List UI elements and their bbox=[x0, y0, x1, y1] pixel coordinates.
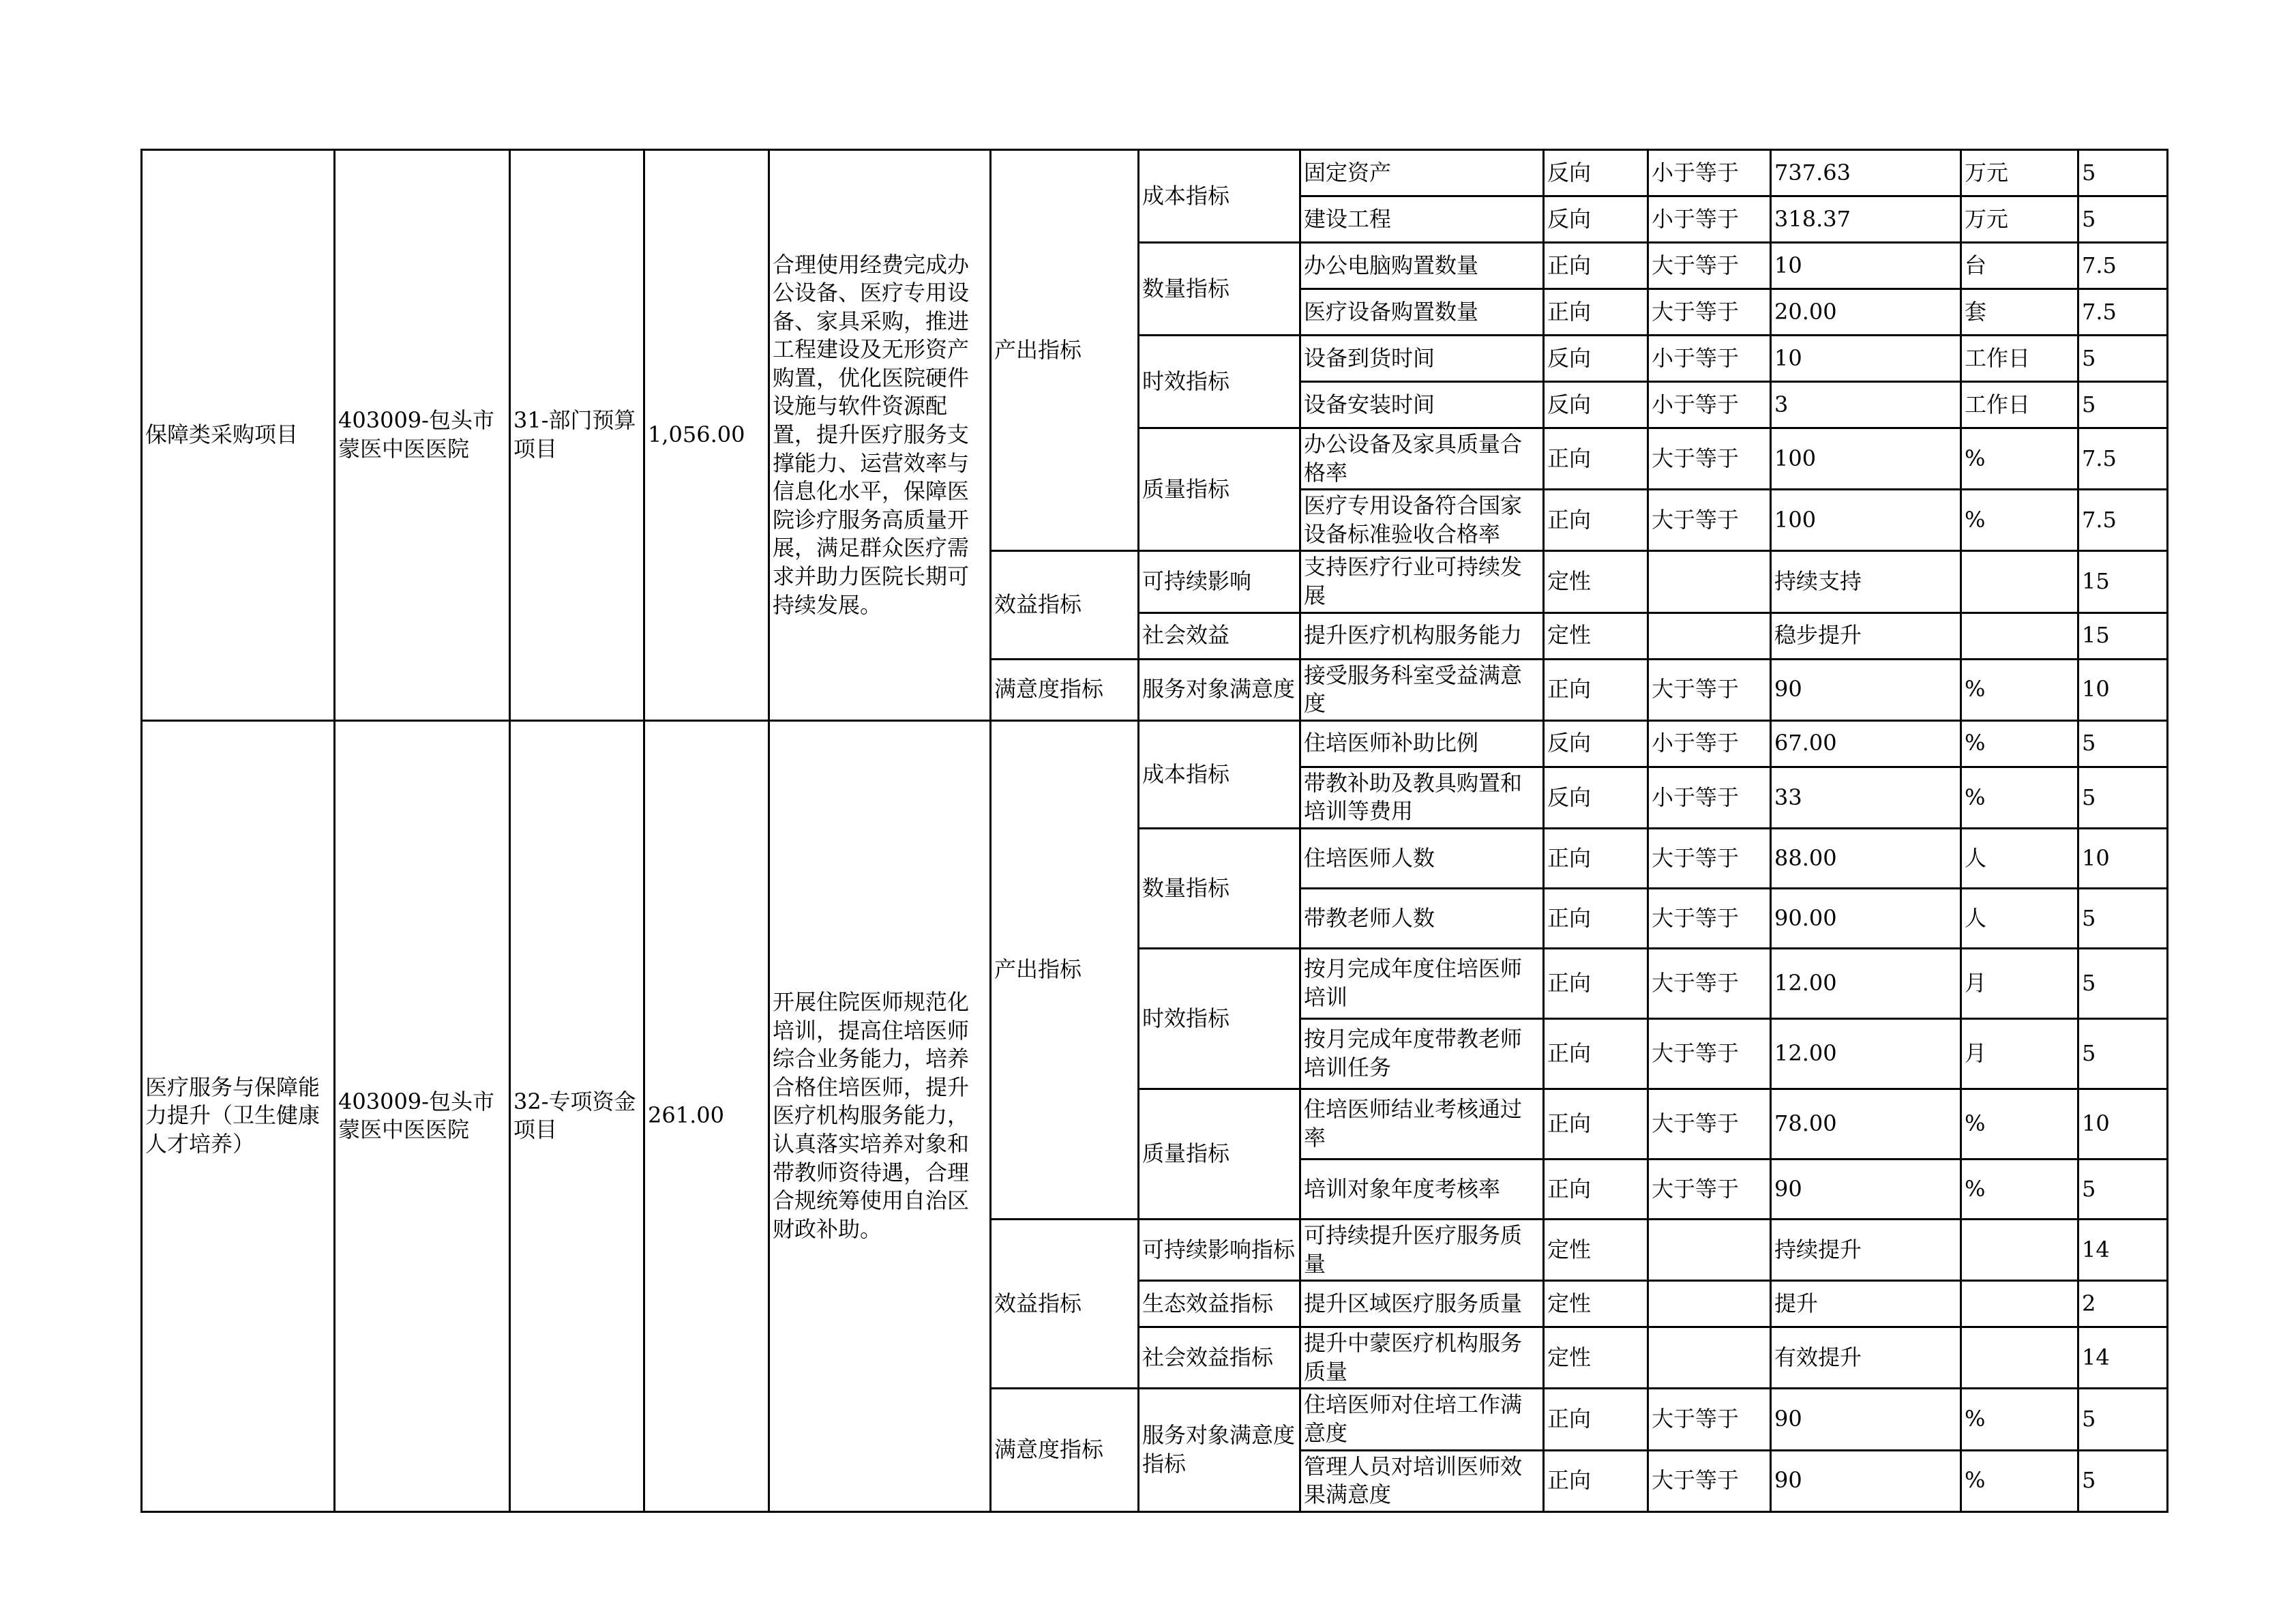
indicator-value: 12.00 bbox=[1771, 948, 1961, 1018]
indicator-unit: 万元 bbox=[1961, 150, 2078, 196]
indicator-value: 318.37 bbox=[1771, 196, 1961, 243]
level2-indicator: 可持续影响指标 bbox=[1139, 1219, 1300, 1280]
indicator-operator bbox=[1648, 1281, 1771, 1327]
indicator-score: 2 bbox=[2078, 1281, 2168, 1327]
indicator-name: 住培医师对住培工作满意度 bbox=[1300, 1389, 1544, 1450]
indicator-unit bbox=[1961, 1219, 2078, 1280]
indicator-unit: 台 bbox=[1961, 243, 2078, 289]
indicator-value: 10 bbox=[1771, 243, 1961, 289]
indicator-score: 5 bbox=[2078, 720, 2168, 767]
indicator-unit bbox=[1961, 612, 2078, 659]
indicator-unit: 人 bbox=[1961, 888, 2078, 948]
indicator-value: 3 bbox=[1771, 382, 1961, 428]
indicator-value: 90 bbox=[1771, 1389, 1961, 1450]
indicator-direction: 正向 bbox=[1544, 948, 1648, 1018]
indicator-direction: 正向 bbox=[1544, 289, 1648, 336]
indicator-operator: 大于等于 bbox=[1648, 428, 1771, 490]
indicator-direction: 正向 bbox=[1544, 659, 1648, 720]
indicator-operator bbox=[1648, 1327, 1771, 1389]
project-type: 32-专项资金项目 bbox=[510, 720, 644, 1511]
indicator-score: 10 bbox=[2078, 1089, 2168, 1159]
level2-indicator: 质量指标 bbox=[1139, 1089, 1300, 1219]
project-goal: 合理使用经费完成办公设备、医疗专用设备、家具采购，推进工程建设及无形资产购置，优化医院硬件设施与软件资源配置，提升医疗服务支撑能力、运营效率与信息化水平，保障医院诊疗服务高质量开展，满足群众医疗需求并助力医院长期可持续发展。 bbox=[769, 150, 991, 721]
indicator-unit bbox=[1961, 1281, 2078, 1327]
indicator-direction: 正向 bbox=[1544, 1450, 1648, 1511]
indicator-value: 67.00 bbox=[1771, 720, 1961, 767]
indicator-direction: 正向 bbox=[1544, 828, 1648, 888]
indicator-score: 5 bbox=[2078, 382, 2168, 428]
indicator-unit: % bbox=[1961, 720, 2078, 767]
indicator-operator: 小于等于 bbox=[1648, 382, 1771, 428]
indicator-unit bbox=[1961, 1327, 2078, 1389]
indicator-name: 按月完成年度住培医师培训 bbox=[1300, 948, 1544, 1018]
indicator-name: 培训对象年度考核率 bbox=[1300, 1159, 1544, 1219]
indicator-operator: 大于等于 bbox=[1648, 1089, 1771, 1159]
indicator-name: 管理人员对培训医师效果满意度 bbox=[1300, 1450, 1544, 1511]
project-amount: 261.00 bbox=[644, 720, 769, 1511]
indicator-direction: 反向 bbox=[1544, 382, 1648, 428]
indicator-score: 5 bbox=[2078, 888, 2168, 948]
indicator-operator: 大于等于 bbox=[1648, 289, 1771, 336]
indicator-unit: % bbox=[1961, 1389, 2078, 1450]
level1-indicator: 满意度指标 bbox=[991, 659, 1139, 720]
level1-indicator: 效益指标 bbox=[991, 1219, 1139, 1388]
project-name: 医疗服务与保障能力提升（卫生健康人才培养） bbox=[142, 720, 335, 1511]
indicator-score: 5 bbox=[2078, 1450, 2168, 1511]
indicator-value: 90.00 bbox=[1771, 888, 1961, 948]
indicator-name: 医疗设备购置数量 bbox=[1300, 289, 1544, 336]
indicator-value: 10 bbox=[1771, 336, 1961, 382]
indicator-unit: % bbox=[1961, 490, 2078, 551]
indicator-operator bbox=[1648, 551, 1771, 612]
indicator-value: 有效提升 bbox=[1771, 1327, 1961, 1389]
indicator-unit: % bbox=[1961, 659, 2078, 720]
indicator-unit: 人 bbox=[1961, 828, 2078, 888]
indicator-direction: 正向 bbox=[1544, 490, 1648, 551]
indicator-direction: 定性 bbox=[1544, 612, 1648, 659]
indicator-operator: 大于等于 bbox=[1648, 1389, 1771, 1450]
indicator-score: 10 bbox=[2078, 659, 2168, 720]
indicator-operator: 小于等于 bbox=[1648, 196, 1771, 243]
indicator-score: 10 bbox=[2078, 828, 2168, 888]
indicator-name: 建设工程 bbox=[1300, 196, 1544, 243]
indicator-unit: 月 bbox=[1961, 1018, 2078, 1089]
indicator-score: 15 bbox=[2078, 612, 2168, 659]
indicator-operator: 大于等于 bbox=[1648, 1018, 1771, 1089]
indicator-value: 88.00 bbox=[1771, 828, 1961, 888]
indicator-unit: 工作日 bbox=[1961, 336, 2078, 382]
indicator-operator: 小于等于 bbox=[1648, 150, 1771, 196]
indicator-name: 按月完成年度带教老师培训任务 bbox=[1300, 1018, 1544, 1089]
indicator-value: 100 bbox=[1771, 490, 1961, 551]
indicator-name: 住培医师人数 bbox=[1300, 828, 1544, 888]
level2-indicator: 时效指标 bbox=[1139, 948, 1300, 1089]
indicator-direction: 定性 bbox=[1544, 1327, 1648, 1389]
project-amount: 1,056.00 bbox=[644, 150, 769, 721]
indicator-direction: 反向 bbox=[1544, 767, 1648, 828]
indicator-value: 100 bbox=[1771, 428, 1961, 490]
indicator-score: 15 bbox=[2078, 551, 2168, 612]
project-type: 31-部门预算项目 bbox=[510, 150, 644, 721]
indicator-value: 737.63 bbox=[1771, 150, 1961, 196]
indicator-value: 20.00 bbox=[1771, 289, 1961, 336]
indicator-name: 办公设备及家具质量合格率 bbox=[1300, 428, 1544, 490]
table-row bbox=[142, 720, 2168, 767]
indicator-score: 14 bbox=[2078, 1219, 2168, 1280]
project-unit: 403009-包头市蒙医中医医院 bbox=[335, 150, 510, 721]
indicator-name: 住培医师补助比例 bbox=[1300, 720, 1544, 767]
indicator-score: 5 bbox=[2078, 1389, 2168, 1450]
indicator-direction: 反向 bbox=[1544, 720, 1648, 767]
indicator-name: 提升医疗机构服务能力 bbox=[1300, 612, 1544, 659]
indicator-name: 带教老师人数 bbox=[1300, 888, 1544, 948]
indicator-operator: 大于等于 bbox=[1648, 659, 1771, 720]
indicator-name: 带教补助及教具购置和培训等费用 bbox=[1300, 767, 1544, 828]
indicator-name: 固定资产 bbox=[1300, 150, 1544, 196]
indicator-value: 90 bbox=[1771, 1159, 1961, 1219]
indicator-direction: 正向 bbox=[1544, 243, 1648, 289]
indicator-name: 住培医师结业考核通过率 bbox=[1300, 1089, 1544, 1159]
indicator-name: 设备安装时间 bbox=[1300, 382, 1544, 428]
level2-indicator: 社会效益 bbox=[1139, 612, 1300, 659]
indicator-unit: % bbox=[1961, 1089, 2078, 1159]
indicator-operator: 大于等于 bbox=[1648, 1450, 1771, 1511]
indicator-value: 提升 bbox=[1771, 1281, 1961, 1327]
level1-indicator: 效益指标 bbox=[991, 551, 1139, 659]
level2-indicator: 生态效益指标 bbox=[1139, 1281, 1300, 1327]
indicator-name: 支持医疗行业可持续发展 bbox=[1300, 551, 1544, 612]
performance-table bbox=[140, 149, 2168, 1513]
indicator-unit: 工作日 bbox=[1961, 382, 2078, 428]
indicator-unit: 套 bbox=[1961, 289, 2078, 336]
level2-indicator: 可持续影响 bbox=[1139, 551, 1300, 612]
level2-indicator: 质量指标 bbox=[1139, 428, 1300, 551]
indicator-direction: 反向 bbox=[1544, 150, 1648, 196]
level1-indicator: 产出指标 bbox=[991, 150, 1139, 551]
level1-indicator: 产出指标 bbox=[991, 720, 1139, 1219]
indicator-operator bbox=[1648, 612, 1771, 659]
indicator-direction: 正向 bbox=[1544, 1389, 1648, 1450]
level2-indicator: 服务对象满意度 bbox=[1139, 659, 1300, 720]
level2-indicator: 成本指标 bbox=[1139, 150, 1300, 243]
level2-indicator: 数量指标 bbox=[1139, 243, 1300, 336]
indicator-name: 提升区域医疗服务质量 bbox=[1300, 1281, 1544, 1327]
level1-indicator: 满意度指标 bbox=[991, 1389, 1139, 1511]
indicator-value: 持续支持 bbox=[1771, 551, 1961, 612]
indicator-operator: 小于等于 bbox=[1648, 720, 1771, 767]
indicator-operator: 大于等于 bbox=[1648, 828, 1771, 888]
indicator-unit: % bbox=[1961, 1450, 2078, 1511]
indicator-direction: 反向 bbox=[1544, 336, 1648, 382]
indicator-unit bbox=[1961, 551, 2078, 612]
indicator-score: 5 bbox=[2078, 767, 2168, 828]
indicator-unit: % bbox=[1961, 767, 2078, 828]
indicator-direction: 定性 bbox=[1544, 1219, 1648, 1280]
indicator-name: 提升中蒙医疗机构服务质量 bbox=[1300, 1327, 1544, 1389]
indicator-score: 5 bbox=[2078, 150, 2168, 196]
level2-indicator: 成本指标 bbox=[1139, 720, 1300, 828]
indicator-direction: 反向 bbox=[1544, 196, 1648, 243]
indicator-direction: 正向 bbox=[1544, 1089, 1648, 1159]
indicator-score: 5 bbox=[2078, 948, 2168, 1018]
indicator-name: 医疗专用设备符合国家设备标准验收合格率 bbox=[1300, 490, 1544, 551]
indicator-operator: 大于等于 bbox=[1648, 243, 1771, 289]
indicator-name: 接受服务科室受益满意度 bbox=[1300, 659, 1544, 720]
indicator-score: 7.5 bbox=[2078, 428, 2168, 490]
indicator-value: 78.00 bbox=[1771, 1089, 1961, 1159]
indicator-name: 可持续提升医疗服务质量 bbox=[1300, 1219, 1544, 1280]
indicator-operator: 大于等于 bbox=[1648, 948, 1771, 1018]
indicator-score: 5 bbox=[2078, 196, 2168, 243]
indicator-value: 12.00 bbox=[1771, 1018, 1961, 1089]
indicator-unit: % bbox=[1961, 428, 2078, 490]
project-unit: 403009-包头市蒙医中医医院 bbox=[335, 720, 510, 1511]
indicator-score: 7.5 bbox=[2078, 490, 2168, 551]
indicator-direction: 正向 bbox=[1544, 428, 1648, 490]
level2-indicator: 社会效益指标 bbox=[1139, 1327, 1300, 1389]
indicator-score: 7.5 bbox=[2078, 289, 2168, 336]
indicator-direction: 正向 bbox=[1544, 888, 1648, 948]
indicator-operator: 大于等于 bbox=[1648, 490, 1771, 551]
table-row bbox=[142, 150, 2168, 196]
indicator-name: 设备到货时间 bbox=[1300, 336, 1544, 382]
indicator-direction: 正向 bbox=[1544, 1018, 1648, 1089]
indicator-direction: 定性 bbox=[1544, 551, 1648, 612]
indicator-direction: 正向 bbox=[1544, 1159, 1648, 1219]
indicator-value: 90 bbox=[1771, 1450, 1961, 1511]
indicator-score: 7.5 bbox=[2078, 243, 2168, 289]
indicator-score: 5 bbox=[2078, 336, 2168, 382]
level2-indicator: 时效指标 bbox=[1139, 336, 1300, 428]
indicator-unit: 万元 bbox=[1961, 196, 2078, 243]
indicator-score: 5 bbox=[2078, 1018, 2168, 1089]
indicator-operator bbox=[1648, 1219, 1771, 1280]
project-name: 保障类采购项目 bbox=[142, 150, 335, 721]
indicator-unit: 月 bbox=[1961, 948, 2078, 1018]
level2-indicator: 数量指标 bbox=[1139, 828, 1300, 948]
indicator-value: 稳步提升 bbox=[1771, 612, 1961, 659]
level2-indicator: 服务对象满意度指标 bbox=[1139, 1389, 1300, 1511]
indicator-unit: % bbox=[1961, 1159, 2078, 1219]
indicator-operator: 小于等于 bbox=[1648, 767, 1771, 828]
indicator-value: 33 bbox=[1771, 767, 1961, 828]
indicator-direction: 定性 bbox=[1544, 1281, 1648, 1327]
indicator-operator: 大于等于 bbox=[1648, 1159, 1771, 1219]
indicator-score: 5 bbox=[2078, 1159, 2168, 1219]
indicator-operator: 大于等于 bbox=[1648, 888, 1771, 948]
indicator-operator: 小于等于 bbox=[1648, 336, 1771, 382]
indicator-value: 持续提升 bbox=[1771, 1219, 1961, 1280]
project-goal: 开展住院医师规范化培训，提高住培医师综合业务能力，培养合格住培医师，提升医疗机构服务能力，认真落实培养对象和带教师资待遇，合理合规统筹使用自治区财政补助。 bbox=[769, 720, 991, 1511]
indicator-score: 14 bbox=[2078, 1327, 2168, 1389]
indicator-value: 90 bbox=[1771, 659, 1961, 720]
indicator-name: 办公电脑购置数量 bbox=[1300, 243, 1544, 289]
